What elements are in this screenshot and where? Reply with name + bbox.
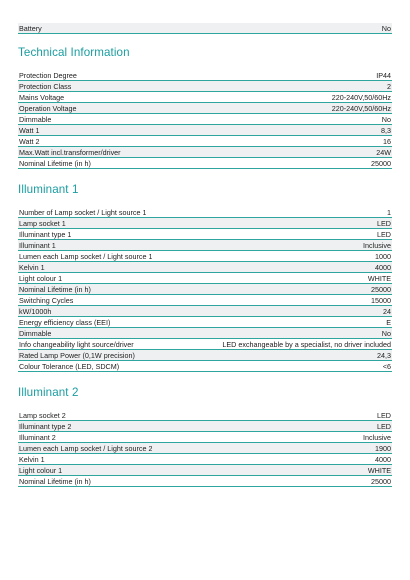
spec-row <box>18 262 392 273</box>
spec-label: Lumen each Lamp socket / Light source 1 <box>19 251 153 261</box>
spec-row <box>18 70 392 81</box>
spec-row <box>18 328 392 339</box>
spec-row <box>18 273 392 284</box>
spec-value: LED <box>377 421 391 431</box>
spec-row <box>18 92 392 103</box>
spec-label: Mains Voltage <box>19 92 65 102</box>
spec-row <box>18 136 392 147</box>
spec-label: Max.Watt incl.transformer/driver <box>19 147 121 157</box>
spec-label: Lamp socket 2 <box>19 410 66 420</box>
spec-value: 15000 <box>371 295 391 305</box>
spec-label: Nominal Lifetime (in h) <box>19 476 91 486</box>
spec-sheet <box>18 23 392 487</box>
spec-value: 8,3 <box>381 125 391 135</box>
spec-label: Watt 2 <box>19 136 40 146</box>
spec-row <box>18 240 392 251</box>
spec-label: Info changeability light source/driver <box>19 339 134 349</box>
spec-value: Inclusive <box>363 240 391 250</box>
spec-row <box>18 317 392 328</box>
spec-label: Nominal Lifetime (in h) <box>19 284 91 294</box>
spec-value: 4000 <box>375 454 391 464</box>
illuminant-1-table <box>18 207 392 372</box>
spec-label: Number of Lamp socket / Light source 1 <box>19 207 147 217</box>
spec-value: 1900 <box>375 443 391 453</box>
spec-value: 24,3 <box>377 350 391 360</box>
spec-row <box>18 251 392 262</box>
spec-label: Operation Voltage <box>19 103 77 113</box>
spec-label: Rated Lamp Power (0,1W precision) <box>19 350 135 360</box>
spec-value: 25000 <box>371 284 391 294</box>
spec-row <box>18 443 392 454</box>
spec-label: Light colour 1 <box>19 273 63 283</box>
spec-value: LED exchangeable by a specialist, no driver included <box>222 339 391 349</box>
spec-value: 2 <box>387 81 391 91</box>
section-title-technical-information: Technical Information <box>18 46 130 59</box>
spec-label: Illuminant 1 <box>19 240 56 250</box>
spec-label: Lamp socket 1 <box>19 218 66 228</box>
spec-label: Watt 1 <box>19 125 40 135</box>
spec-value: LED <box>377 410 391 420</box>
spec-label: Switching Cycles <box>19 295 74 305</box>
spec-value: 1 <box>387 207 391 217</box>
spec-row <box>18 361 392 372</box>
spec-value: 25000 <box>371 158 391 168</box>
spec-value: E <box>386 317 391 327</box>
spec-row <box>18 23 392 34</box>
spec-label: Protection Class <box>19 81 72 91</box>
spec-value: 25000 <box>371 476 391 486</box>
spec-row <box>18 465 392 476</box>
spec-row <box>18 306 392 317</box>
spec-label: Illuminant type 1 <box>19 229 72 239</box>
spec-label: Illuminant type 2 <box>19 421 72 431</box>
spec-value: LED <box>377 229 391 239</box>
spec-row <box>18 476 392 487</box>
spec-row <box>18 125 392 136</box>
spec-row <box>18 158 392 169</box>
spec-row <box>18 350 392 361</box>
spec-label: Lumen each Lamp socket / Light source 2 <box>19 443 153 453</box>
section-title-illuminant-2: Illuminant 2 <box>18 386 79 399</box>
spec-row <box>18 218 392 229</box>
spec-value: No <box>381 328 391 338</box>
spec-value: IP44 <box>376 70 391 80</box>
spec-label: Dimmable <box>19 114 52 124</box>
spec-value: 24 <box>383 306 391 316</box>
spec-label: Battery <box>19 23 42 33</box>
spec-value: 220-240V,50/60Hz <box>331 103 391 113</box>
spec-value: WHITE <box>367 465 391 475</box>
top-spec-table <box>18 23 392 34</box>
spec-value: 220-240V,50/60Hz <box>331 92 391 102</box>
spec-row <box>18 207 392 218</box>
spec-label: Illuminant 2 <box>19 432 56 442</box>
spec-label: Kelvin 1 <box>19 262 45 272</box>
illuminant-2-table <box>18 410 392 487</box>
spec-label: Dimmable <box>19 328 52 338</box>
spec-row <box>18 229 392 240</box>
spec-value: Inclusive <box>363 432 391 442</box>
spec-row <box>18 147 392 158</box>
spec-value: 24W <box>376 147 391 157</box>
technical-information-table <box>18 70 392 169</box>
spec-label: Energy efficiency class (EEI) <box>19 317 111 327</box>
spec-value: 4000 <box>375 262 391 272</box>
spec-label: Kelvin 1 <box>19 454 45 464</box>
spec-value: LED <box>377 218 391 228</box>
spec-value: 1000 <box>375 251 391 261</box>
section-title-illuminant-1: Illuminant 1 <box>18 183 79 196</box>
spec-label: Nominal Lifetime (in h) <box>19 158 91 168</box>
spec-value: WHITE <box>367 273 391 283</box>
spec-value: 16 <box>383 136 391 146</box>
spec-row <box>18 81 392 92</box>
spec-row <box>18 410 392 421</box>
spec-value: No <box>381 114 391 124</box>
spec-row <box>18 454 392 465</box>
spec-row <box>18 103 392 114</box>
spec-label: Light colour 1 <box>19 465 63 475</box>
spec-row <box>18 432 392 443</box>
spec-row <box>18 295 392 306</box>
spec-row <box>18 284 392 295</box>
spec-row <box>18 339 392 350</box>
spec-label: Colour Tolerance (LED, SDCM) <box>19 361 120 371</box>
spec-value: No <box>381 23 391 33</box>
spec-label: Protection Degree <box>19 70 77 80</box>
spec-row <box>18 421 392 432</box>
spec-row <box>18 114 392 125</box>
spec-value: <6 <box>382 361 391 371</box>
spec-label: kW/1000h <box>19 306 52 316</box>
